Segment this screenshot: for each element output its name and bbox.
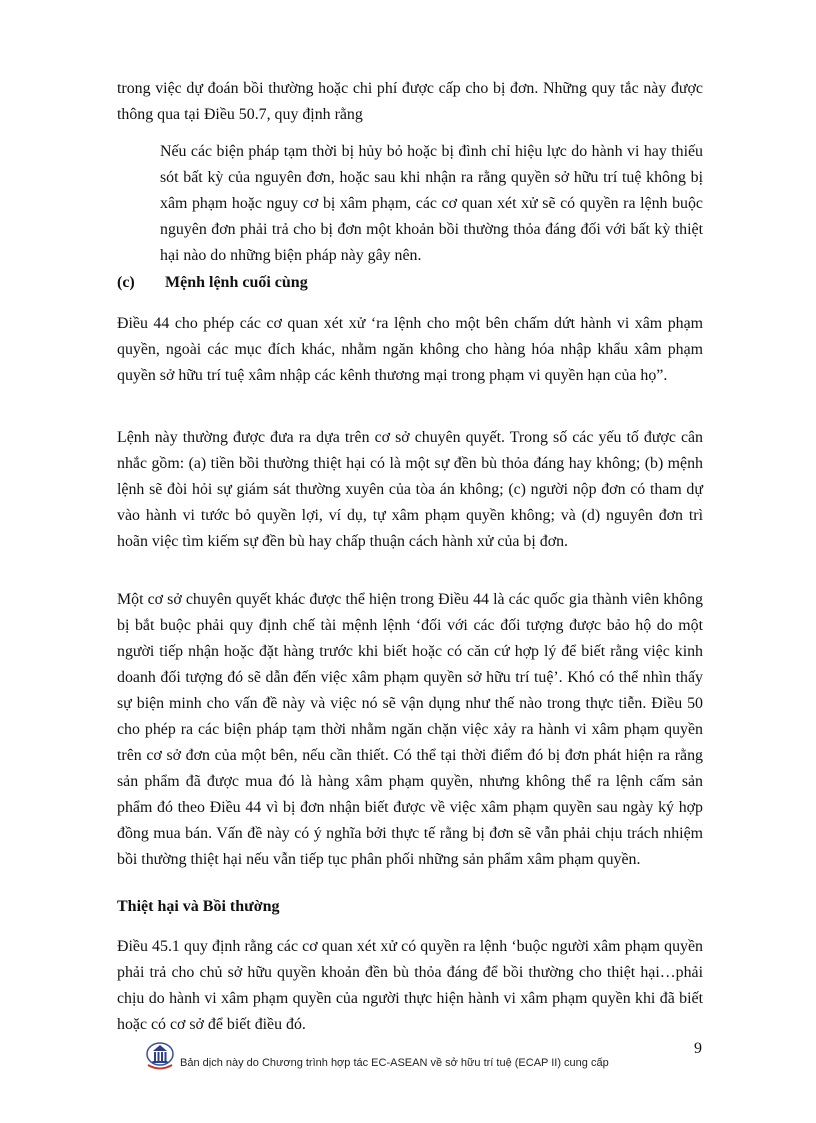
ecap-logo-icon — [144, 1041, 176, 1071]
footer-credit: Bản dịch này do Chương trình hợp tác EC-ASEAN về sở hữu trí tuệ (ECAP II) cung cấp — [180, 1057, 609, 1069]
paragraph-article-44: Điều 44 cho phép các cơ quan xét xử ‘ra lệnh cho một bên chấm dứt hành vi xâm phạm quyền, ngoài các mục đích khác, nhằm ngăn không cho hàng hóa nhập khẩu xâm phạm quyền sở hữu trí tuệ xâm nhập các kênh thương mại trong phạm vi quyền hạn của họ”. — [117, 315, 703, 384]
section-heading-c — [117, 274, 703, 292]
section-title: Mệnh lệnh cuối cùng — [165, 274, 308, 291]
block-quote: Nếu các biện pháp tạm thời bị hủy bỏ hoặc bị đình chỉ hiệu lực do hành vi hay thiếu sót bất kỳ của nguyên đơn, hoặc sau khi nhận ra rằng quyền sở hữu trí tuệ không bị xâm phạm hoặc nguy cơ bị xâm phạm, các cơ quan xét xử sẽ có quyền ra lệnh buộc nguyên đơn phải trả cho bị đơn một khoản bồi thường thỏa đáng đối với bất kỳ thiệt hại nào do những biện pháp này gây nên. — [160, 143, 703, 264]
section-heading-damages: Thiệt hại và Bồi thường — [117, 898, 280, 915]
paragraph-intro: trong việc dự đoán bồi thường hoặc chi phí được cấp cho bị đơn. Những quy tắc này được thông qua tại Điều 50.7, quy định rằng — [117, 80, 703, 123]
section-letter: (c) — [117, 274, 135, 291]
paragraph-article-45: Điều 45.1 quy định rằng các cơ quan xét xử có quyền ra lệnh ‘buộc người xâm phạm quyền phải trả cho chủ sở hữu quyền khoản đền bù thỏa đáng để bồi thường cho thiệt hại…phải chịu do hành vi xâm phạm quyền của người thực hiện hành vi xâm phạm quyền khi đã biết hoặc có cơ sở để biết điều đó. — [117, 938, 703, 1033]
page-number: 9 — [694, 1040, 702, 1057]
paragraph-other-discretion: Một cơ sở chuyên quyết khác được thể hiện trong Điều 44 là các quốc gia thành viên không bị bắt buộc phải quy định chế tài mệnh lệnh ‘đối với các đối tượng được bảo hộ do một người tiếp nhận hoặc đặt hàng trước khi biết hoặc có căn cứ hợp lý để biết rằng việc kinh doanh đối tượng đó sẽ dẫn đến việc xâm phạm quyền sở hữu trí tuệ’. Khó có thể nhìn thấy sự biện minh cho vấn đề này và việc nó sẽ vận dụng như thế nào trong thực tiễn. Điều 50 cho phép ra các biện pháp tạm thời nhằm ngăn chặn việc xảy ra hành vi xâm phạm quyền trên cơ sở đơn của một bên, nếu cần thiết. Có thể tại thời điểm đó bị đơn phát hiện ra rằng sản phẩm đã được mua đó là hàng xâm phạm quyền, nhưng không thể ra lệnh cấm sản phẩm đó theo Điều 44 vì bị đơn nhận biết được về việc xâm phạm quyền sau ngày ký hợp đồng mua bán. Vấn đề này có ý nghĩa bởi thực tế rằng bị đơn sẽ vẫn phải chịu trách nhiệm bồi thường thiệt hại nếu vẫn tiếp tục phân phối những sản phẩm xâm phạm quyền. — [117, 591, 703, 868]
paragraph-discretion: Lệnh này thường được đưa ra dựa trên cơ sở chuyên quyết. Trong số các yếu tố được cân nhắc gồm: (a) tiền bồi thường thiệt hại có là một sự đền bù thỏa đáng hay không; (b) mệnh lệnh sẽ đòi hỏi sự giám sát thường xuyên của tòa án không; (c) người nộp đơn có tham dự vào hành vi tước bỏ quyền lợi, ví dụ, tự xâm phạm quyền không; và (d) nguyên đơn trì hoãn việc tìm kiếm sự đền bù hay chấp thuận cách hành xử của bị đơn. — [117, 429, 703, 550]
